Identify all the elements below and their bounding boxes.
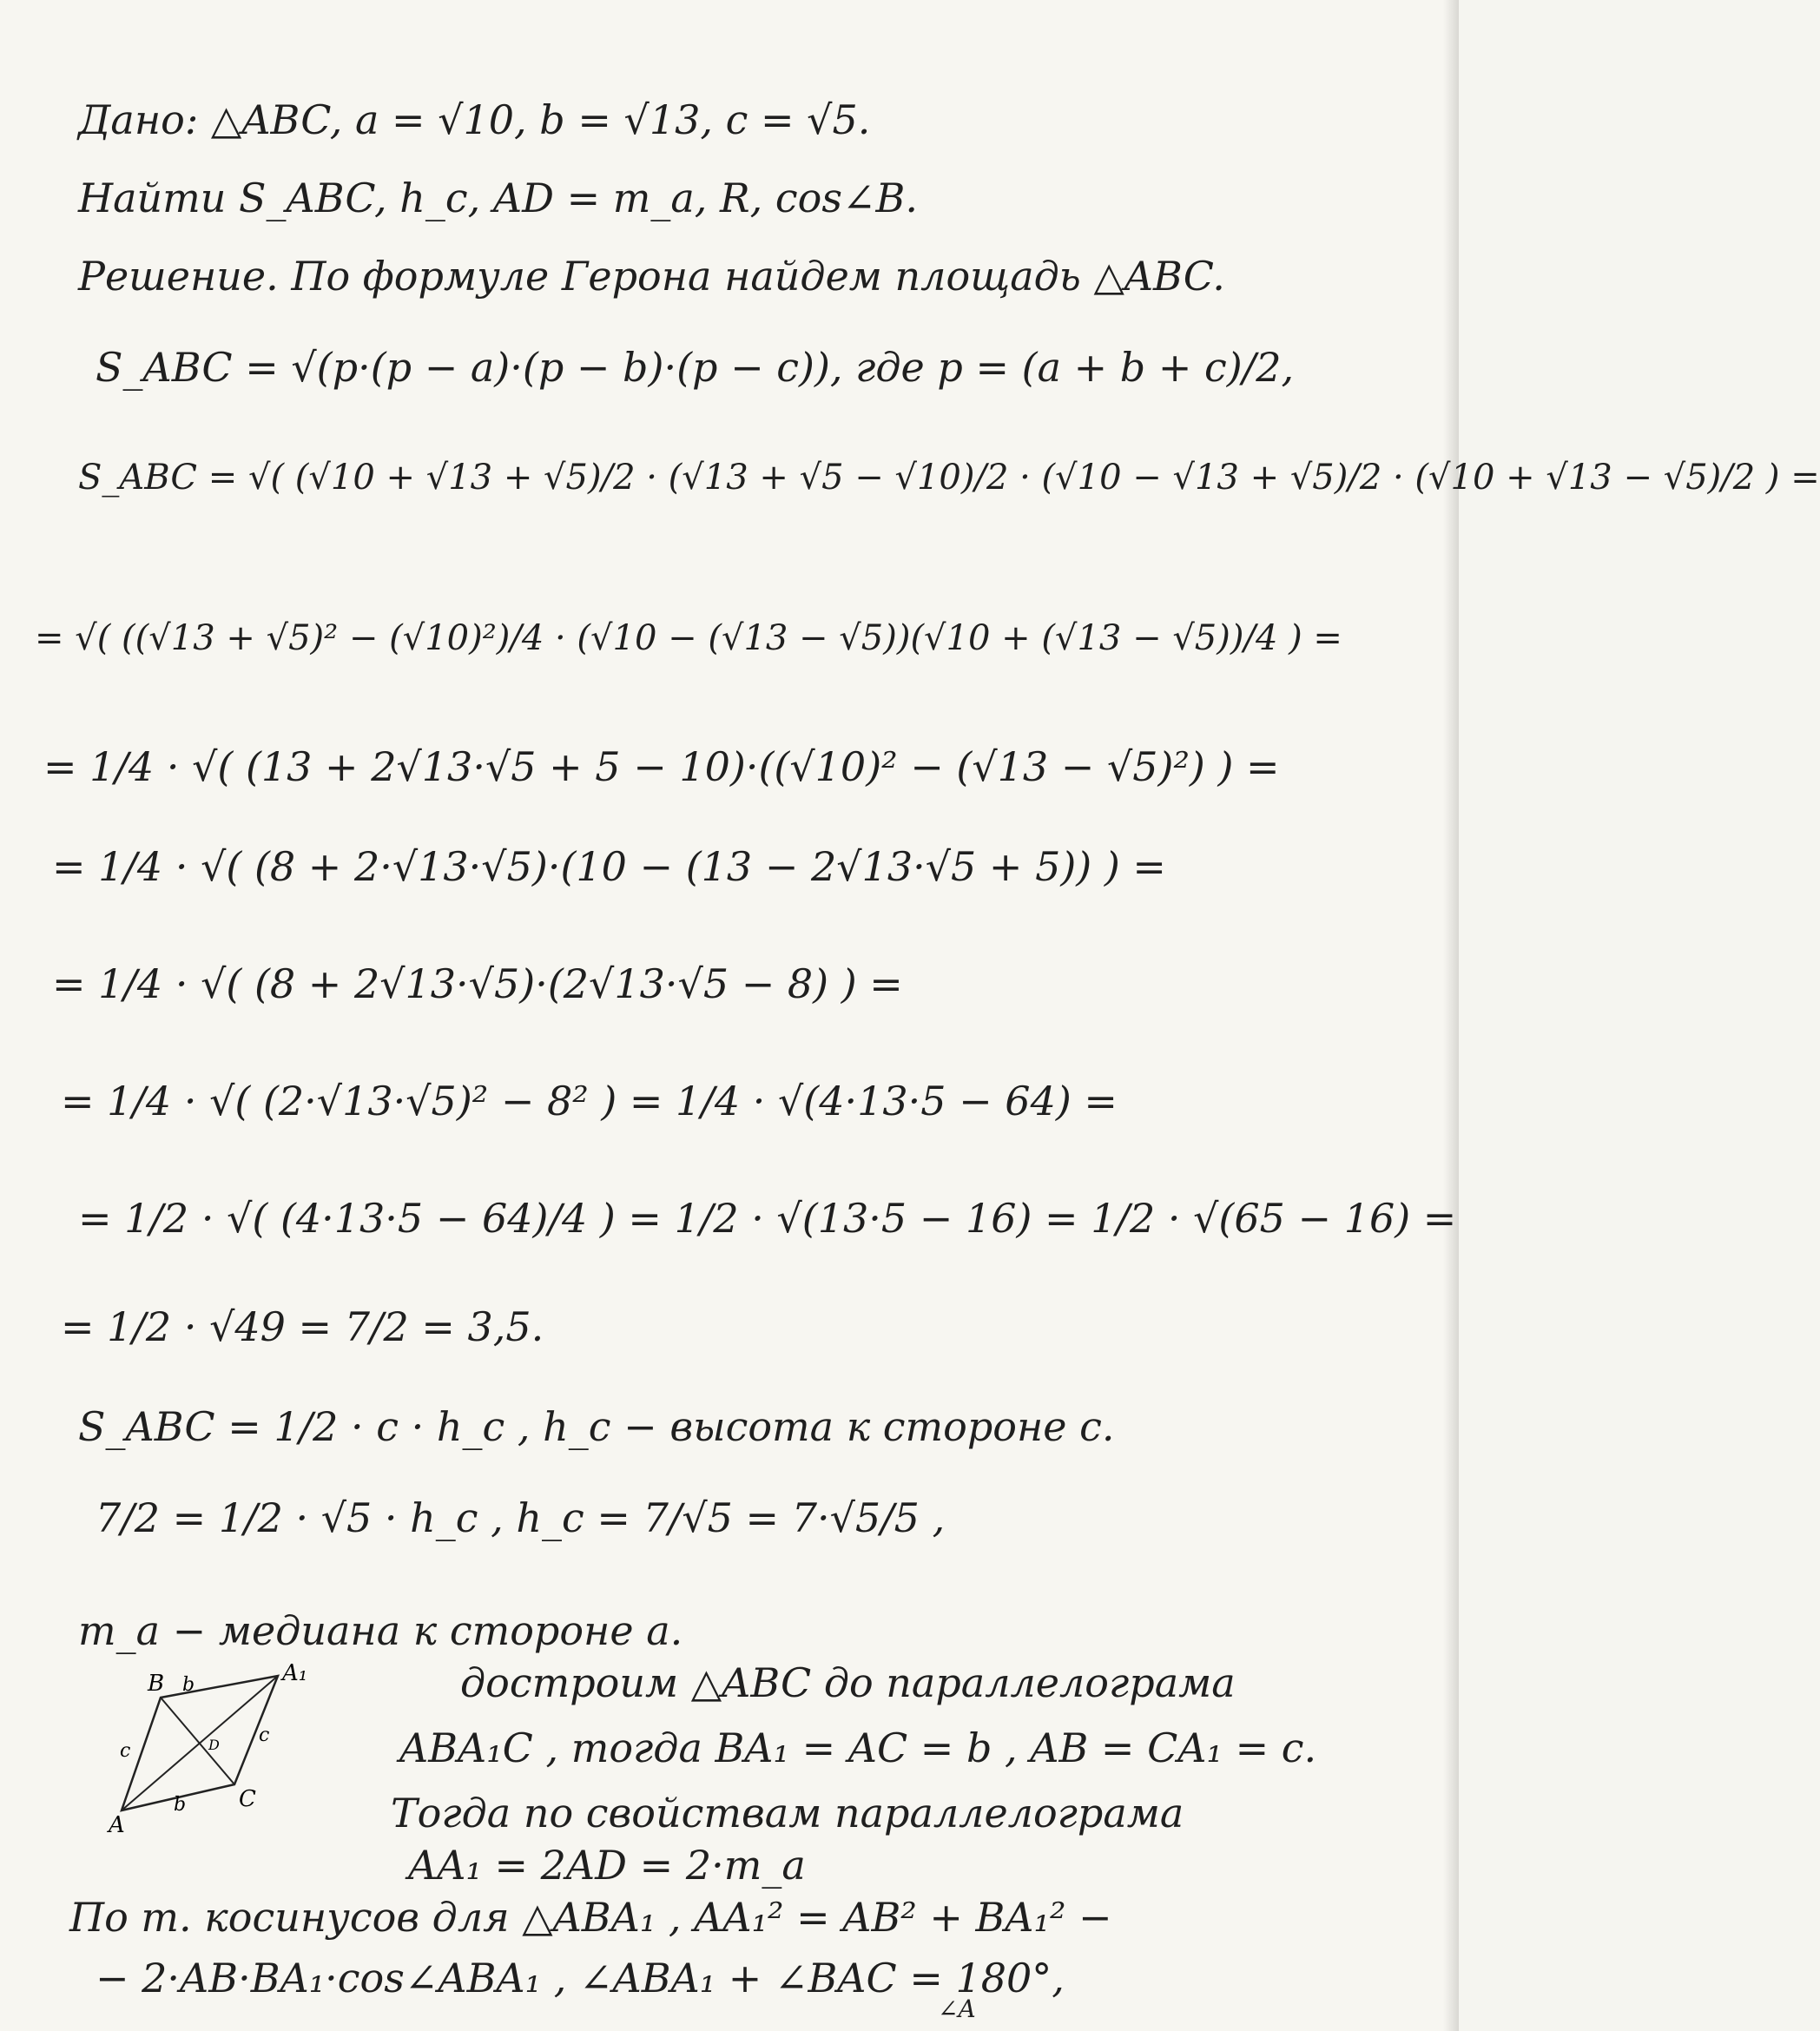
heron-substitution: S_ABC = √( (√10 + √13 + √5)/2 · (√13 + √5 − √10)/2 · (√10 − √13 + √5)/2 · (√10 + √13 − √5)/2 ) = xyxy=(78,458,1820,498)
label-a1: A₁ xyxy=(282,1660,308,1686)
median-line: m_a − медиана к стороне a. xyxy=(78,1607,683,1654)
step-7: = 1/2 · √49 = 7/2 = 3,5. xyxy=(61,1303,544,1350)
find-line: Найти S_ABC, h_c, AD = m_a, R, cos∠B. xyxy=(78,175,918,221)
solution-line: Решение. По формуле Герона найдем площадь △ABC. xyxy=(78,253,1225,300)
cosine-law-line-2: − 2·AB·BA₁·cos∠ABA₁ , ∠ABA₁ + ∠BAC = 180°, xyxy=(96,1955,1065,2001)
label-c: C xyxy=(239,1786,256,1812)
cosine-law-line: По т. косинусов для △ABA₁ , AA₁² = AB² + BA₁² − xyxy=(69,1894,1112,1941)
heron-formula: S_ABC = √(p·(p − a)·(p − b)·(p − c)), где p = (a + b + c)/2, xyxy=(96,344,1295,391)
label-a: A xyxy=(109,1812,125,1838)
hc-calculation: 7/2 = 1/2 · √5 · h_c , h_c = 7/√5 = 7·√5/5 , xyxy=(96,1494,946,1541)
build-line-2: ABA₁C , тогда BA₁ = AC = b , AB = CA₁ = c. xyxy=(399,1724,1317,1771)
parallelogram-diagram xyxy=(78,1654,308,1838)
label-b: B xyxy=(148,1671,165,1697)
step-3: = 1/4 · √( (8 + 2·√13·√5)·(10 − (13 − 2√13·√5 + 5)) ) = xyxy=(52,843,1166,890)
step-4: = 1/4 · √( (8 + 2√13·√5)·(2√13·√5 − 8) ) = xyxy=(52,960,903,1007)
given-line: Дано: △ABC, a = √10, b = √13, c = √5. xyxy=(78,96,871,143)
step-2: = 1/4 · √( (13 + 2√13·√5 + 5 − 10)·((√10)² − (√13 − √5)²) ) = xyxy=(43,743,1280,790)
area-height-line: S_ABC = 1/2 · c · h_c , h_c − высота к стороне c. xyxy=(78,1403,1115,1450)
label-c-left: c xyxy=(120,1740,131,1762)
diagonal-bc xyxy=(161,1698,234,1784)
label-c-right: c xyxy=(259,1724,270,1746)
label-d: D xyxy=(208,1737,220,1753)
step-6: = 1/2 · √( (4·13·5 − 64)/4 ) = 1/2 · √(13·5 − 16) = 1/2 · √(65 − 16) = xyxy=(78,1195,1457,1242)
property-line: Тогда по свойствам параллелограма xyxy=(391,1790,1184,1836)
label-b-bottom: b xyxy=(174,1794,187,1816)
aa1-line: AA₁ = 2AD = 2·m_a xyxy=(408,1842,806,1889)
page-edge-shadow xyxy=(1443,0,1459,2031)
angle-a-note: ∠A xyxy=(938,1995,976,2023)
step-1: = √( ((√13 + √5)² − (√10)²)/4 · (√10 − (√13 − √5))(√10 + (√13 − √5))/4 ) = xyxy=(35,618,1342,658)
label-b-top: b xyxy=(182,1674,195,1696)
build-line: достроим △ABC до параллелограма xyxy=(460,1659,1236,1706)
step-5: = 1/4 · √( (2·√13·√5)² − 8² ) = 1/4 · √(4·13·5 − 64) = xyxy=(61,1078,1118,1124)
